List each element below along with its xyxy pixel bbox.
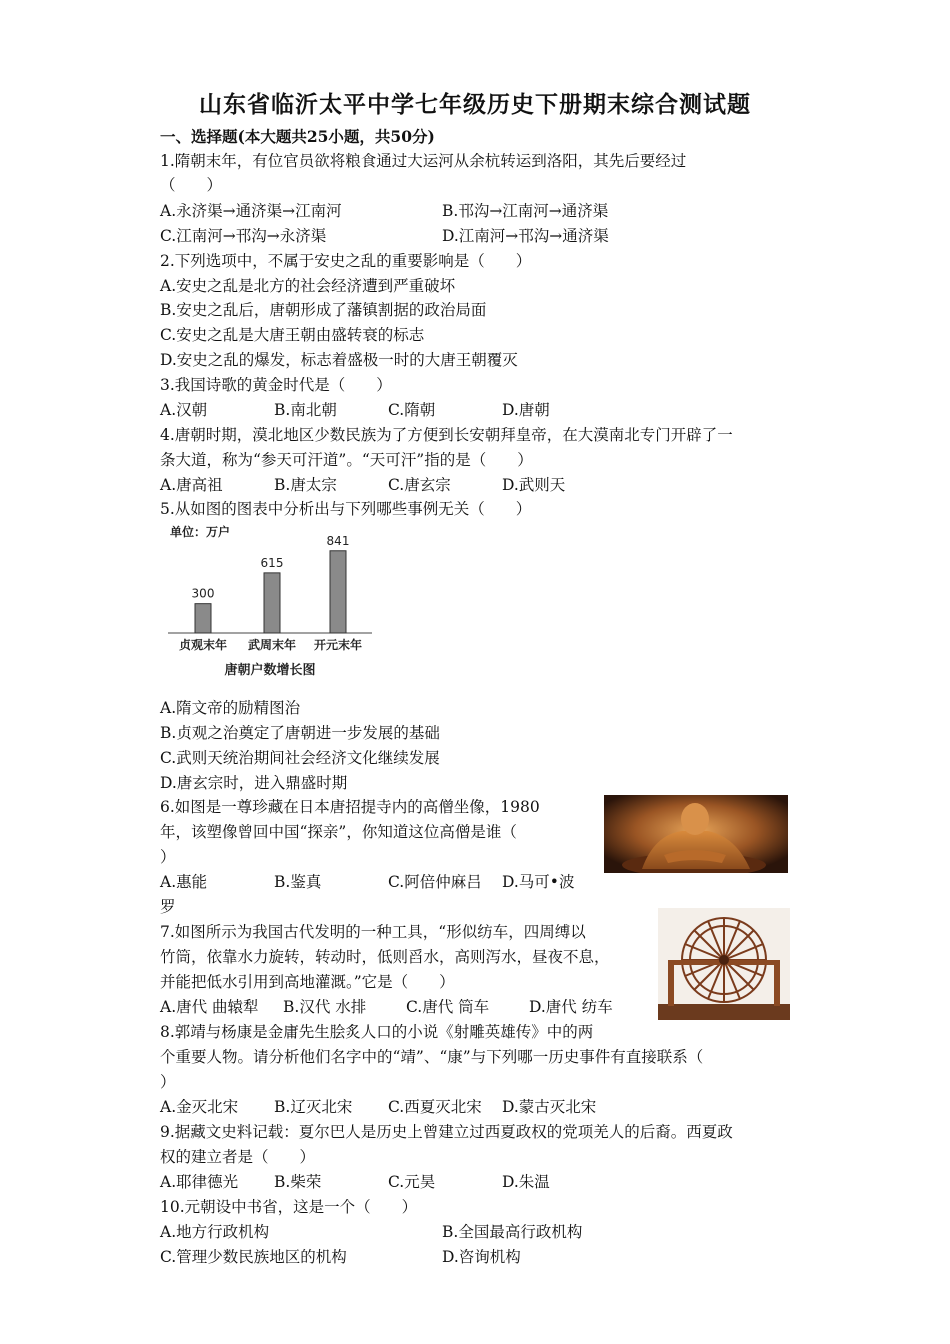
q1-stem: 1.隋朝末年，有位官员欲将粮食通过大运河从余杭转运到洛阳，其先后要经过 bbox=[160, 152, 687, 170]
q9-stem: 9.据藏文史料记载：夏尔巴人是历史上曾建立过西夏政权的党项羌人的后裔。西夏政 bbox=[160, 1123, 733, 1141]
chart-unit-label: 单位：万户 bbox=[170, 525, 231, 539]
q6-option-c: C.阿倍仲麻吕 bbox=[388, 873, 482, 891]
q8-option-d: D.蒙古灭北宋 bbox=[502, 1098, 597, 1116]
q6-stem-cont: 年，该塑像曾回中国“探亲”，你知道这位高僧是谁（ bbox=[160, 823, 517, 841]
q3-option-d: D.唐朝 bbox=[502, 401, 550, 419]
chart-bar-1 bbox=[195, 604, 211, 633]
q7-stem-cont: 竹筒，依靠水力旋转，转动时，低则舀水，高则泻水，昼夜不息， bbox=[160, 948, 610, 966]
q1-option-c: C.江南河→邗沟→永济渠 bbox=[160, 227, 327, 245]
q2-option-a: A.安史之乱是北方的社会经济遭到严重破坏 bbox=[160, 277, 456, 295]
q7-option-d: D.唐代 纺车 bbox=[529, 998, 613, 1016]
q3-option-c: C.隋朝 bbox=[388, 401, 436, 419]
chart-bar-3 bbox=[330, 551, 346, 633]
q5-option-b: B.贞观之治奠定了唐朝进一步发展的基础 bbox=[160, 724, 440, 742]
q10-option-b: B.全国最高行政机构 bbox=[442, 1223, 583, 1241]
chart-svg bbox=[160, 520, 380, 685]
q9-stem-cont: 权的建立者是（ ） bbox=[160, 1148, 316, 1166]
q1-stem-paren: （ ） bbox=[160, 176, 223, 194]
chart-value-label-2: 615 bbox=[260, 555, 284, 570]
q10-stem: 10.元朝设中书省，这是一个（ ） bbox=[160, 1198, 418, 1216]
chart-bar-2 bbox=[264, 573, 280, 633]
q2-option-d: D.安史之乱的爆发，标志着盛极一时的大唐王朝覆灭 bbox=[160, 351, 518, 369]
q8-option-b: B.辽灭北宋 bbox=[274, 1098, 353, 1116]
chart-category-label-3: 开元末年 bbox=[313, 638, 363, 652]
q9-option-c: C.元昊 bbox=[388, 1173, 436, 1191]
section-heading: 一、选择题(本大题共25小题，共50分) bbox=[160, 127, 435, 146]
q9-option-d: D.朱温 bbox=[502, 1173, 550, 1191]
q5-option-d: D.唐玄宗时，进入鼎盛时期 bbox=[160, 774, 348, 792]
q9-option-a: A.耶律德光 bbox=[160, 1173, 239, 1191]
monk-statue-image bbox=[604, 795, 788, 873]
q3-option-a: A.汉朝 bbox=[160, 401, 208, 419]
q1-option-a: A.永济渠→通济渠→江南河 bbox=[160, 202, 342, 220]
q6-stem: 6.如图是一尊珍藏在日本唐招提寺内的高僧坐像，1980 bbox=[160, 798, 540, 816]
q3-stem: 3.我国诗歌的黄金时代是（ ） bbox=[160, 376, 392, 394]
q4-option-b: B.唐太宗 bbox=[274, 476, 337, 494]
q2-option-b: B.安史之乱后，唐朝形成了藩镇割据的政治局面 bbox=[160, 301, 487, 319]
q8-stem: 8.郭靖与杨康是金庸先生脍炙人口的小说《射雕英雄传》中的两 bbox=[160, 1023, 594, 1041]
q2-stem: 2.下列选项中，不属于安史之乱的重要影响是（ ） bbox=[160, 252, 532, 270]
q7-option-b: B.汉代 水排 bbox=[283, 998, 367, 1016]
q1-option-b: B.邗沟→江南河→通济渠 bbox=[442, 202, 609, 220]
q4-option-d: D.武则天 bbox=[502, 476, 566, 494]
q8-stem-paren: ） bbox=[160, 1073, 176, 1091]
q4-option-a: A.唐高祖 bbox=[160, 476, 223, 494]
q4-option-c: C.唐玄宗 bbox=[388, 476, 451, 494]
q5-option-c: C.武则天统治期间社会经济文化继续发展 bbox=[160, 749, 440, 767]
q8-option-c: C.西夏灭北宋 bbox=[388, 1098, 482, 1116]
q4-stem-cont: 条大道，称为“参天可汗道”。“天可汗”指的是（ ） bbox=[160, 451, 533, 469]
q7-option-c: C.唐代 筒车 bbox=[406, 998, 490, 1016]
q9-option-b: B.柴荣 bbox=[274, 1173, 322, 1191]
q5-option-a: A.隋文帝的励精图治 bbox=[160, 699, 301, 717]
q7-stem: 7.如图所示为我国古代发明的一种工具，“形似纺车，四周缚以 bbox=[160, 923, 586, 941]
page-title: 山东省临沂太平中学七年级历史下册期末综合测试题 bbox=[199, 91, 751, 118]
household-bar-chart bbox=[160, 520, 380, 685]
q8-option-a: A.金灭北宋 bbox=[160, 1098, 239, 1116]
q7-option-a: A.唐代 曲辕犁 bbox=[160, 998, 259, 1016]
chart-title: 唐朝户数增长图 bbox=[224, 663, 316, 678]
q6-option-d: D.马可•波 bbox=[502, 873, 575, 891]
q10-option-d: D.咨询机构 bbox=[442, 1248, 521, 1266]
chart-category-label-1: 贞观末年 bbox=[178, 638, 228, 652]
q2-option-c: C.安史之乱是大唐王朝由盛转衰的标志 bbox=[160, 326, 425, 344]
chart-value-label-3: 841 bbox=[326, 533, 350, 548]
q6-option-d-cont: 罗 bbox=[160, 898, 176, 916]
q7-stem-end: 并能把低水引用到高地灌溉。”它是（ ） bbox=[160, 973, 455, 991]
q5-stem: 5.从如图的图表中分析出与下列哪些事例无关（ ） bbox=[160, 500, 532, 518]
water-wheel-image bbox=[658, 908, 790, 1020]
chart-value-label-1: 300 bbox=[191, 586, 215, 601]
q6-option-b: B.鉴真 bbox=[274, 873, 322, 891]
q3-option-b: B.南北朝 bbox=[274, 401, 337, 419]
q8-stem-cont: 个重要人物。请分析他们名字中的“靖”、“康”与下列哪一历史事件有直接联系（ bbox=[160, 1048, 704, 1066]
q10-option-c: C.管理少数民族地区的机构 bbox=[160, 1248, 347, 1266]
q6-option-a: A.惠能 bbox=[160, 873, 208, 891]
q6-stem-paren: ） bbox=[160, 848, 176, 866]
q4-stem: 4.唐朝时期，漠北地区少数民族为了方便到长安朝拜皇帝，在大漠南北专门开辟了一 bbox=[160, 426, 733, 444]
q1-option-d: D.江南河→邗沟→通济渠 bbox=[442, 227, 609, 245]
q10-option-a: A.地方行政机构 bbox=[160, 1223, 270, 1241]
chart-category-label-2: 武周末年 bbox=[247, 638, 297, 652]
